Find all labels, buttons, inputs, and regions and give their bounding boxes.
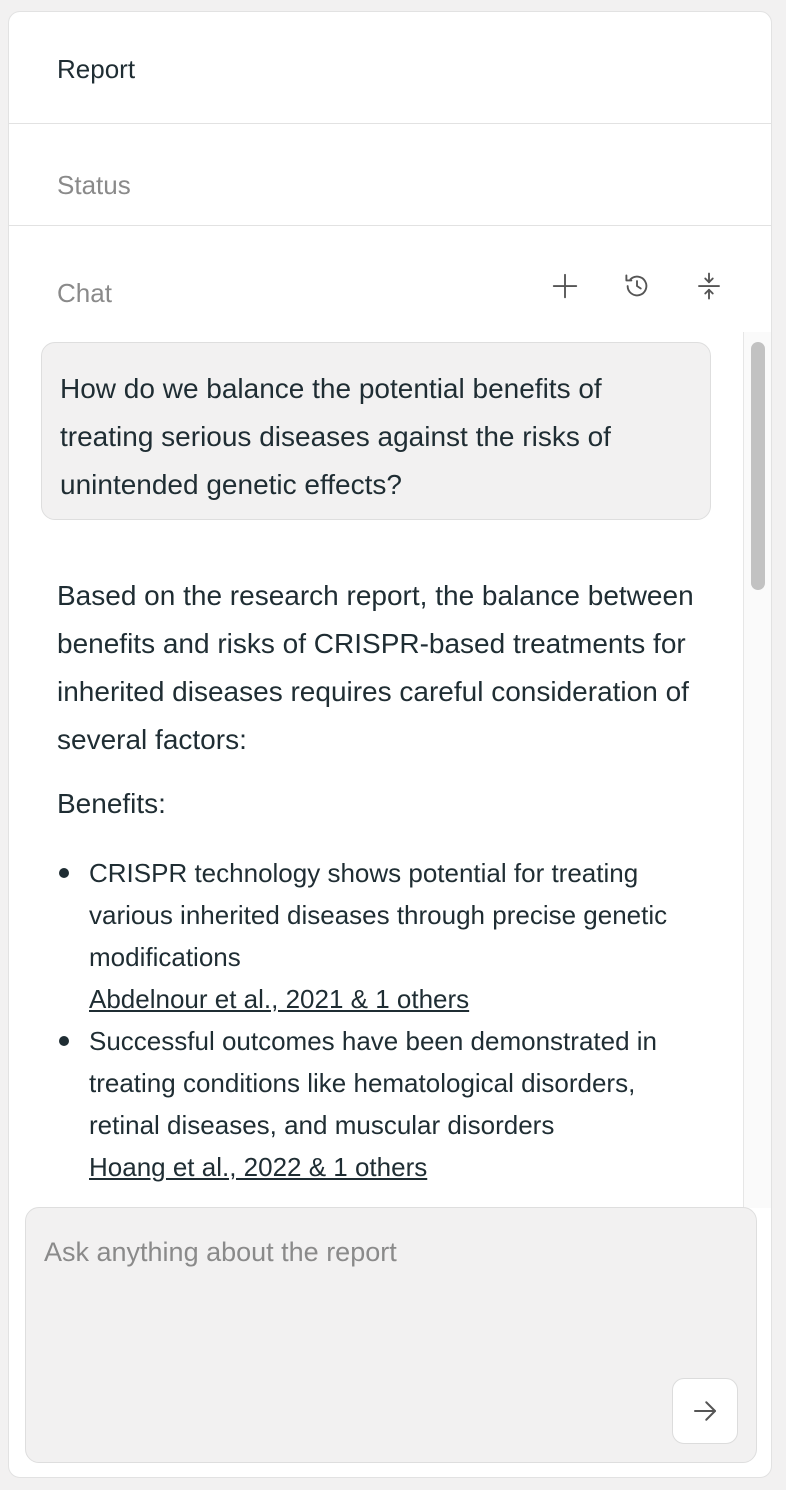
user-message: How do we balance the potential benefits of treating serious diseases against the risks of unintended genetic effects? xyxy=(41,342,711,520)
list-item-text: CRISPR technology shows potential for treating various inherited diseases through precise genetic modifications xyxy=(89,858,668,972)
plus-icon xyxy=(550,271,580,301)
assistant-message xyxy=(57,572,697,1188)
bullet xyxy=(59,868,69,878)
assistant-intro: Based on the research report, the balance between benefits and risks of CRISPR-based treatments for inherited diseases requires careful consideration of several factors: xyxy=(57,580,694,755)
chat-history-button[interactable] xyxy=(617,266,657,306)
collapse-icon xyxy=(694,271,724,301)
new-chat-button[interactable] xyxy=(545,266,585,306)
scrollbar[interactable] xyxy=(743,332,772,1208)
status-section[interactable] xyxy=(9,124,771,226)
chat-input-box xyxy=(25,1207,757,1463)
status-label: Status xyxy=(57,170,131,200)
scrollbar-thumb[interactable] xyxy=(751,342,765,590)
send-button[interactable] xyxy=(672,1378,738,1444)
history-icon xyxy=(622,271,652,301)
list-item xyxy=(57,852,697,1020)
arrow-right-icon xyxy=(690,1396,720,1426)
benefits-heading: Benefits: xyxy=(57,788,166,819)
chat-messages[interactable] xyxy=(9,332,772,1208)
bullet xyxy=(59,1036,69,1046)
chat-header xyxy=(9,226,771,330)
citation-link[interactable]: Hoang et al., 2022 & 1 others xyxy=(89,1152,428,1182)
report-panel xyxy=(8,11,772,1478)
chat-label: Chat xyxy=(57,278,112,308)
report-header[interactable] xyxy=(9,12,771,124)
chat-input[interactable] xyxy=(44,1232,674,1382)
benefits-list xyxy=(57,852,697,1188)
list-item-text: Successful outcomes have been demonstrated in treating conditions like hematological disorders, retinal diseases, and muscular disorders xyxy=(89,1026,658,1140)
list-item xyxy=(57,1020,697,1188)
report-title: Report xyxy=(57,54,136,84)
citation-link[interactable]: Abdelnour et al., 2021 & 1 others xyxy=(89,984,470,1014)
collapse-button[interactable] xyxy=(689,266,729,306)
